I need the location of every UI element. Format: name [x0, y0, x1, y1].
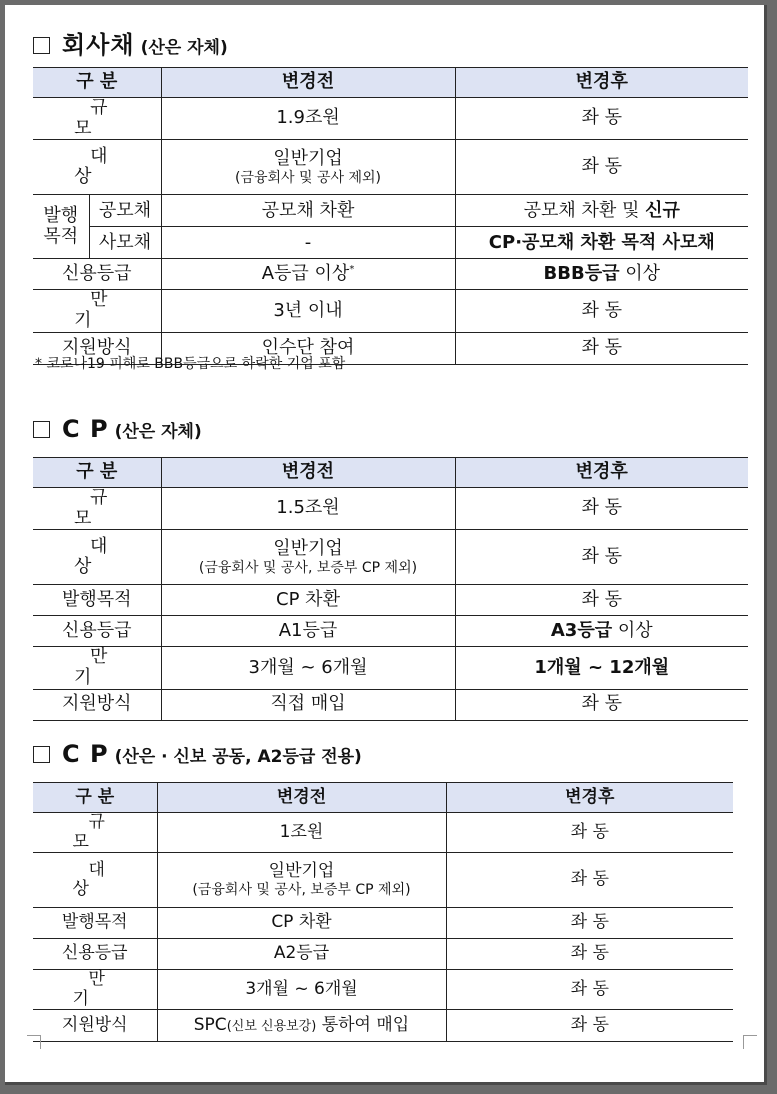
- row-label: 지원방식: [33, 332, 161, 364]
- row-label: 대 상: [74, 145, 136, 188]
- table-row: [33, 647, 748, 689]
- table-row: [33, 970, 733, 1010]
- before-value: 공모채 차환: [161, 195, 455, 227]
- after-value: [455, 259, 748, 290]
- purpose-group-line1: 발행: [43, 205, 79, 227]
- after-value: 좌 동: [446, 853, 733, 908]
- header-before: 변경전: [161, 458, 455, 488]
- purpose-group-line2: 목적: [43, 225, 79, 247]
- table-row: [33, 939, 733, 970]
- before-value: CP 차환: [161, 585, 455, 616]
- section1-heading: [33, 25, 228, 60]
- before-main: 일반기업: [273, 147, 343, 169]
- after-value: 좌 동: [446, 939, 733, 970]
- row-label: 발행목적: [33, 908, 157, 939]
- after-value: 좌 동: [455, 585, 748, 616]
- section1-table: [33, 67, 748, 365]
- after-plain: 공모채 차환 및: [523, 199, 646, 221]
- after-bold: 신규: [645, 199, 680, 221]
- section2-subtitle: (산은 자체): [114, 422, 202, 442]
- section2-heading: [33, 415, 202, 443]
- after-value: 좌 동: [455, 530, 748, 585]
- table-row: [33, 259, 748, 290]
- row-label: 발행목적: [33, 585, 161, 616]
- row-label: 사모채: [89, 227, 161, 259]
- row-label: 규 모: [74, 97, 136, 139]
- row-label: 만 기: [74, 289, 136, 332]
- row-label: 공모채: [89, 195, 161, 227]
- before-value: A2등급: [157, 939, 446, 970]
- footnote: * 코로나19 피해로 BBB등급으로 하락한 기업 포함: [35, 356, 346, 372]
- row-label: 만 기: [74, 646, 136, 689]
- before-main: A등급 이상: [261, 263, 350, 285]
- after-value: [455, 616, 748, 647]
- before-main: SPC: [193, 1014, 227, 1035]
- table-row: [33, 689, 748, 720]
- row-label: 만 기: [72, 969, 133, 1009]
- after-value: 좌 동: [455, 689, 748, 720]
- table-row: [33, 908, 733, 939]
- before-value: -: [161, 227, 455, 259]
- table-row: [33, 290, 748, 332]
- table-row: [33, 488, 748, 530]
- header-before: 변경전: [161, 68, 455, 98]
- footnote-mark: *: [349, 264, 355, 276]
- before-value: [161, 140, 455, 195]
- table-row: [33, 98, 748, 140]
- before-value: [161, 530, 455, 585]
- after-bold: BBB등급: [543, 263, 620, 285]
- before-note: (금융회사 및 공사, 보증부 CP 제외): [192, 881, 411, 898]
- header-category: 구 분: [33, 68, 161, 98]
- section1-subtitle: (산은 자체): [140, 38, 228, 58]
- after-plain: 이상: [612, 620, 653, 642]
- before-value: CP 차환: [157, 908, 446, 939]
- page-corner-mark: [27, 1035, 41, 1049]
- after-value: 좌 동: [446, 908, 733, 939]
- row-label: 지원방식: [33, 1010, 157, 1042]
- header-category: 구 분: [33, 783, 157, 813]
- row-label: 대 상: [72, 859, 133, 900]
- table-row: [33, 853, 733, 908]
- after-value: 좌 동: [455, 98, 748, 140]
- row-label: 대 상: [74, 535, 136, 578]
- before-value: A1등급: [161, 616, 455, 647]
- before-main: 일반기업: [268, 861, 335, 882]
- after-value: 좌 동: [446, 813, 733, 853]
- after-value: 좌 동: [455, 290, 748, 332]
- before-value: 1.9조원: [161, 98, 455, 140]
- after-value: 좌 동: [446, 1010, 733, 1042]
- row-label: 지원방식: [33, 689, 161, 720]
- header-category: 구 분: [33, 458, 161, 488]
- table-row: [33, 1010, 733, 1042]
- before-value: 1조원: [157, 813, 446, 853]
- section2-title: C P: [62, 415, 109, 443]
- purpose-group-label: [33, 195, 89, 259]
- table-row: [33, 585, 748, 616]
- document-page: [5, 5, 767, 1085]
- before-value: 1.5조원: [161, 488, 455, 530]
- after-value: CP·공모채 차환 목적 사모채: [455, 227, 748, 259]
- table-row: [33, 140, 748, 195]
- header-after: 변경후: [455, 68, 748, 98]
- before-main: 일반기업: [273, 537, 343, 559]
- before-value: [161, 259, 455, 290]
- table-row: [33, 616, 748, 647]
- before-note: (금융회사 및 공사 제외): [235, 169, 382, 186]
- page-corner-mark: [743, 1035, 757, 1049]
- section3-table: [33, 782, 733, 1042]
- before-value: 직접 매입: [161, 689, 455, 720]
- row-label: 규 모: [74, 487, 136, 529]
- table-row: [33, 227, 748, 259]
- header-after: 변경후: [455, 458, 748, 488]
- after-bold: A3등급: [550, 620, 613, 642]
- section3-title: C P: [62, 740, 109, 768]
- before-value: 3개월 ~ 6개월: [157, 970, 446, 1010]
- table-row: [33, 813, 733, 853]
- before-value: [157, 853, 446, 908]
- after-value: 1개월 ~ 12개월: [455, 647, 748, 689]
- row-label: 신용등급: [33, 939, 157, 970]
- table-row: [33, 530, 748, 585]
- before-small: (신보 신용보강): [226, 1018, 317, 1034]
- before-tail: 통하여 매입: [316, 1014, 410, 1035]
- after-plain: 이상: [619, 263, 660, 285]
- checkbox-square-icon: [33, 746, 50, 763]
- section3-subtitle: (산은 · 신보 공동, A2등급 전용): [114, 747, 362, 767]
- section3-heading: [33, 740, 362, 768]
- row-label: 신용등급: [33, 259, 161, 290]
- table-row: [33, 195, 748, 227]
- after-value: 좌 동: [455, 332, 748, 364]
- before-value: [157, 1010, 446, 1042]
- checkbox-square-icon: [33, 37, 50, 54]
- row-label: 신용등급: [33, 616, 161, 647]
- row-label: 규 모: [72, 812, 133, 852]
- after-value: 좌 동: [455, 488, 748, 530]
- checkbox-square-icon: [33, 421, 50, 438]
- after-value: [455, 195, 748, 227]
- before-value: 3년 이내: [161, 290, 455, 332]
- header-after: 변경후: [446, 783, 733, 813]
- before-value: 3개월 ~ 6개월: [161, 647, 455, 689]
- header-before: 변경전: [157, 783, 446, 813]
- before-value: 인수단 참여: [161, 332, 455, 364]
- after-value: 좌 동: [446, 970, 733, 1010]
- section2-table: [33, 457, 748, 721]
- section1-title: 회사채: [62, 31, 135, 59]
- after-value: 좌 동: [455, 140, 748, 195]
- before-note: (금융회사 및 공사, 보증부 CP 제외): [198, 559, 418, 576]
